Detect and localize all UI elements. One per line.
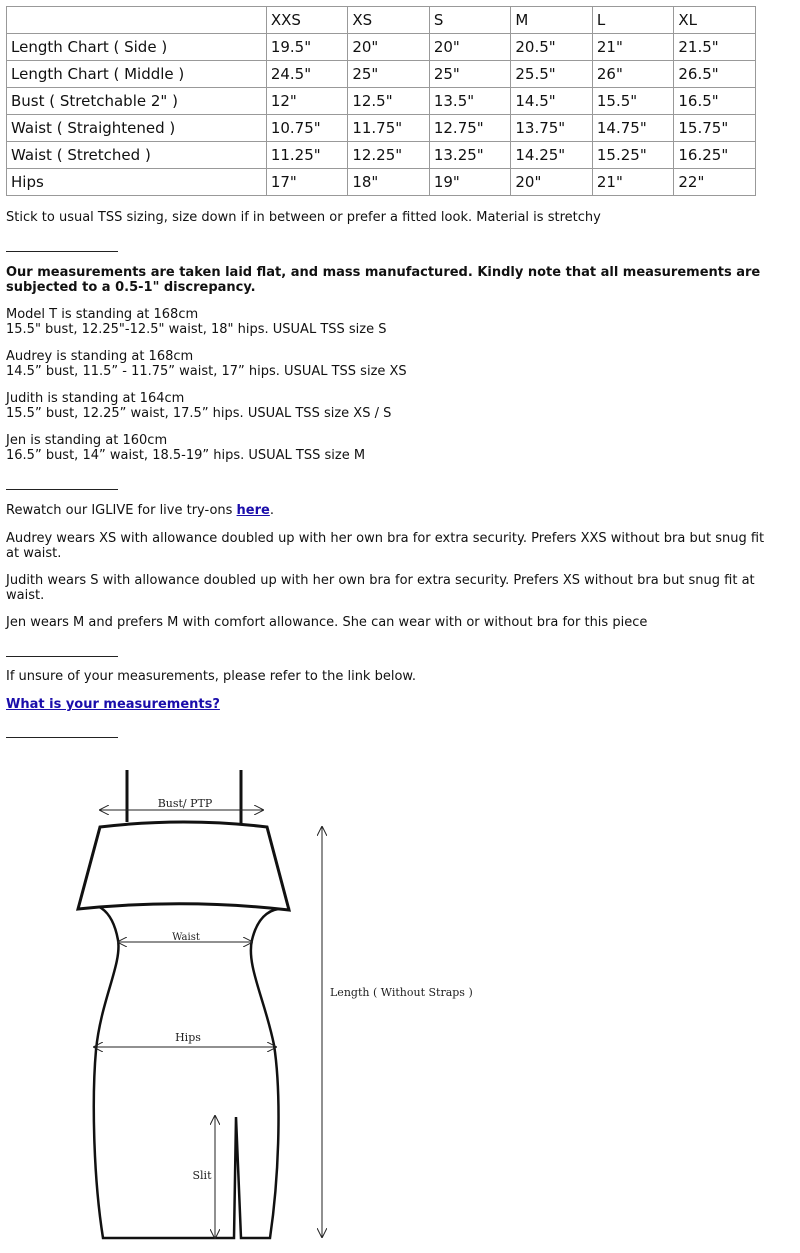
table-cell: 26.5" (674, 61, 756, 88)
table-row (7, 88, 756, 115)
size-chart-table (6, 6, 756, 196)
table-cell: 22" (674, 169, 756, 196)
row-label-cell: Waist ( Straightened ) (7, 115, 267, 142)
table-cell: 16.5" (674, 88, 756, 115)
table-cell: 14.75" (592, 115, 674, 142)
table-cell: 11.25" (266, 142, 348, 169)
header-cell: XXS (266, 7, 348, 34)
iglive-here-link[interactable]: here (236, 503, 270, 518)
waist-label: Waist (172, 932, 200, 943)
header-cell: S (429, 7, 511, 34)
iglive-suffix: . (269, 503, 274, 518)
table-cell: 16.25" (674, 142, 756, 169)
table-cell: 15.25" (592, 142, 674, 169)
header-cell: L (592, 7, 674, 34)
slit-label: Slit (192, 1169, 212, 1182)
table-row (7, 169, 756, 196)
iglive-note (6, 503, 766, 518)
table-cell: 25" (348, 61, 430, 88)
size-chart-header-row (7, 7, 756, 34)
table-cell: 25.5" (511, 61, 593, 88)
model-info-jen (6, 433, 766, 463)
table-cell: 21" (592, 34, 674, 61)
model-info-judith (6, 391, 766, 421)
table-cell: 12.5" (348, 88, 430, 115)
table-cell: 19.5" (266, 34, 348, 61)
model-height: Audrey is standing at 168cm (6, 349, 194, 364)
fit-note-jen: Jen wears M and prefers M with comfort allowance. She can wear with or without bra for this piece (6, 615, 648, 630)
row-label-cell: Bust ( Stretchable 2" ) (7, 88, 267, 115)
dress-measurement-diagram (0, 760, 560, 1250)
iglive-text: Rewatch our IGLIVE for live try-ons (6, 503, 237, 518)
table-cell: 15.75" (674, 115, 756, 142)
fit-note-audrey: Audrey wears XS with allowance doubled up with her own bra for extra security. Prefers XXS without bra but snug fit at waist. (6, 531, 765, 561)
table-cell: 26" (592, 61, 674, 88)
table-cell: 25" (429, 61, 511, 88)
table-cell: 13.5" (429, 88, 511, 115)
table-cell: 21.5" (674, 34, 756, 61)
section-divider (6, 656, 118, 657)
table-cell: 19" (429, 169, 511, 196)
table-cell: 13.25" (429, 142, 511, 169)
table-cell: 20" (511, 169, 593, 196)
table-cell: 20.5" (511, 34, 593, 61)
sizing-note: Stick to usual TSS sizing, size down if in between or prefer a fitted look. Material is stretchy (6, 210, 601, 225)
model-measurements: 15.5” bust, 12.25” waist, 17.5” hips. USUAL TSS size XS / S (6, 406, 392, 421)
model-height: Judith is standing at 164cm (6, 391, 185, 406)
table-row (7, 61, 756, 88)
table-cell: 24.5" (266, 61, 348, 88)
model-info-audrey (6, 349, 766, 379)
section-divider (6, 737, 118, 738)
bust-label: Bust/ PTP (157, 797, 213, 810)
table-cell: 21" (592, 169, 674, 196)
unsure-note: If unsure of your measurements, please refer to the link below. (6, 669, 416, 684)
model-height: Jen is standing at 160cm (6, 433, 168, 448)
header-cell: XL (674, 7, 756, 34)
model-measurements: 15.5" bust, 12.25"-12.5" waist, 18" hips. USUAL TSS size S (6, 322, 387, 337)
hips-label: Hips (175, 1031, 201, 1044)
table-cell: 14.5" (511, 88, 593, 115)
model-info-t (6, 307, 766, 337)
section-divider (6, 489, 118, 490)
table-row (7, 115, 756, 142)
table-cell: 13.75" (511, 115, 593, 142)
dress-outline (80, 905, 290, 1238)
dress-top-fold (78, 822, 289, 910)
model-height: Model T is standing at 168cm (6, 307, 199, 322)
table-cell: 10.75" (266, 115, 348, 142)
measurement-disclaimer: Our measurements are taken laid flat, and mass manufactured. Kindly note that all measurements are subjected to a 0.5-1" discrepancy. (6, 265, 761, 295)
row-label-cell: Length Chart ( Middle ) (7, 61, 267, 88)
table-cell: 11.75" (348, 115, 430, 142)
header-cell: M (511, 7, 593, 34)
model-measurements: 16.5” bust, 14” waist, 18.5-19” hips. USUAL TSS size M (6, 448, 366, 463)
table-row (7, 142, 756, 169)
table-cell: 18" (348, 169, 430, 196)
row-label-cell: Hips (7, 169, 267, 196)
table-row (7, 34, 756, 61)
table-cell: 20" (348, 34, 430, 61)
header-cell: XS (348, 7, 430, 34)
section-divider (6, 251, 118, 252)
length-label: Length ( Without Straps ) (330, 986, 473, 999)
model-measurements: 14.5” bust, 11.5” - 11.75” waist, 17” hips. USUAL TSS size XS (6, 364, 407, 379)
fit-note-judith: Judith wears S with allowance doubled up with her own bra for extra security. Prefers XS without bra but snug fit at waist. (6, 573, 755, 603)
table-cell: 12" (266, 88, 348, 115)
table-cell: 12.25" (348, 142, 430, 169)
row-label-cell: Waist ( Stretched ) (7, 142, 267, 169)
header-cell (7, 7, 267, 34)
table-cell: 12.75" (429, 115, 511, 142)
row-label-cell: Length Chart ( Side ) (7, 34, 267, 61)
measurements-guide-link[interactable]: What is your measurements? (6, 697, 220, 712)
table-cell: 15.5" (592, 88, 674, 115)
table-cell: 20" (429, 34, 511, 61)
table-cell: 17" (266, 169, 348, 196)
table-cell: 14.25" (511, 142, 593, 169)
